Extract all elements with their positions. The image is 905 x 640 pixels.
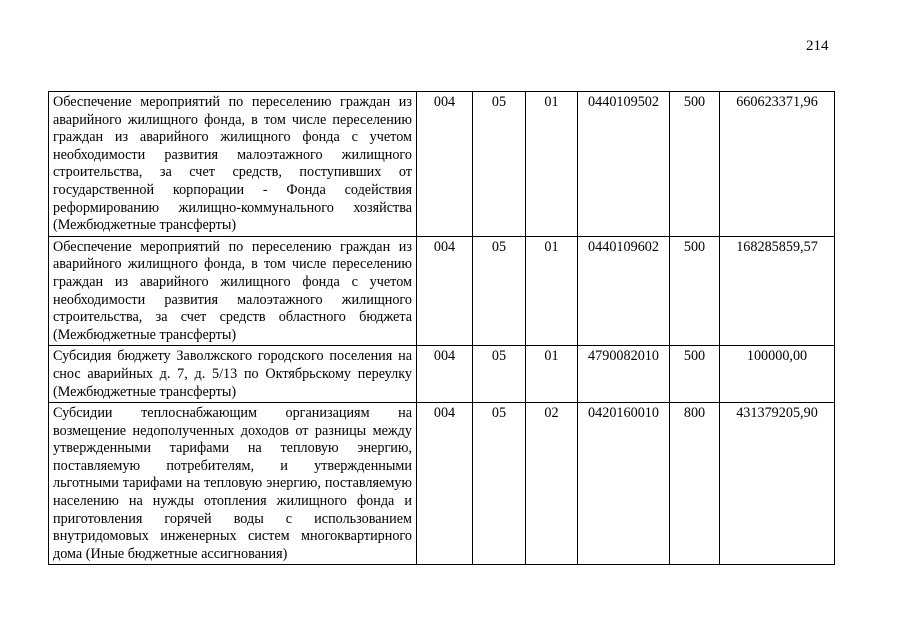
amount: 168285859,57 [720,236,835,346]
section-code: 05 [473,346,526,403]
amount: 431379205,90 [720,403,835,565]
target-item-code: 0440109602 [578,236,670,346]
table-row [49,346,835,403]
target-item-code: 0440109502 [578,92,670,237]
budget-table [48,91,835,565]
page-number: 214 [806,38,829,54]
subsection-code: 02 [526,403,578,565]
subsection-code: 01 [526,236,578,346]
section-code: 05 [473,236,526,346]
budget-table-body [49,92,835,565]
table-row [49,236,835,346]
ministry-code: 004 [417,92,473,237]
amount: 100000,00 [720,346,835,403]
row-description: Обеспечение мероприятий по переселению граждан из аварийного жилищного фонда, в том числе переселению граждан из аварийного жилищного фонда с учетом необходимости развития малоэтажного жилищного строительства, за счет средств областного бюджета (Межбюджетные трансферты) [49,236,417,346]
expense-type-code: 500 [670,92,720,237]
expense-type-code: 500 [670,346,720,403]
table-row [49,92,835,237]
row-description: Субсидия бюджету Заволжского городского поселения на снос аварийных д. 7, д. 5/13 по Октябрьскому переулку (Межбюджетные трансферты) [49,346,417,403]
expense-type-code: 500 [670,236,720,346]
expense-type-code: 800 [670,403,720,565]
subsection-code: 01 [526,346,578,403]
target-item-code: 0420160010 [578,403,670,565]
target-item-code: 4790082010 [578,346,670,403]
section-code: 05 [473,403,526,565]
section-code: 05 [473,92,526,237]
ministry-code: 004 [417,236,473,346]
subsection-code: 01 [526,92,578,237]
table-row [49,403,835,565]
row-description: Субсидии теплоснабжающим организациям на возмещение недополученных доходов от разницы между утвержденными тарифами на тепловую энергию, поставляемую потребителям, и утвержденными льготными тарифами на тепловую энергию, поставляемую населению на нужды отопления жилищного фонда и приготовления горячей воды с использованием внутридомовых инженерных систем многоквартирного дома (Иные бюджетные ассигнования) [49,403,417,565]
ministry-code: 004 [417,403,473,565]
row-description: Обеспечение мероприятий по переселению граждан из аварийного жилищного фонда, в том числе переселению граждан из аварийного жилищного фонда с учетом необходимости развития малоэтажного жилищного строительства, за счет средств, поступивших от государственной корпорации - Фонда содействия реформированию жилищно-коммунального хозяйства (Межбюджетные трансферты) [49,92,417,237]
amount: 660623371,96 [720,92,835,237]
ministry-code: 004 [417,346,473,403]
